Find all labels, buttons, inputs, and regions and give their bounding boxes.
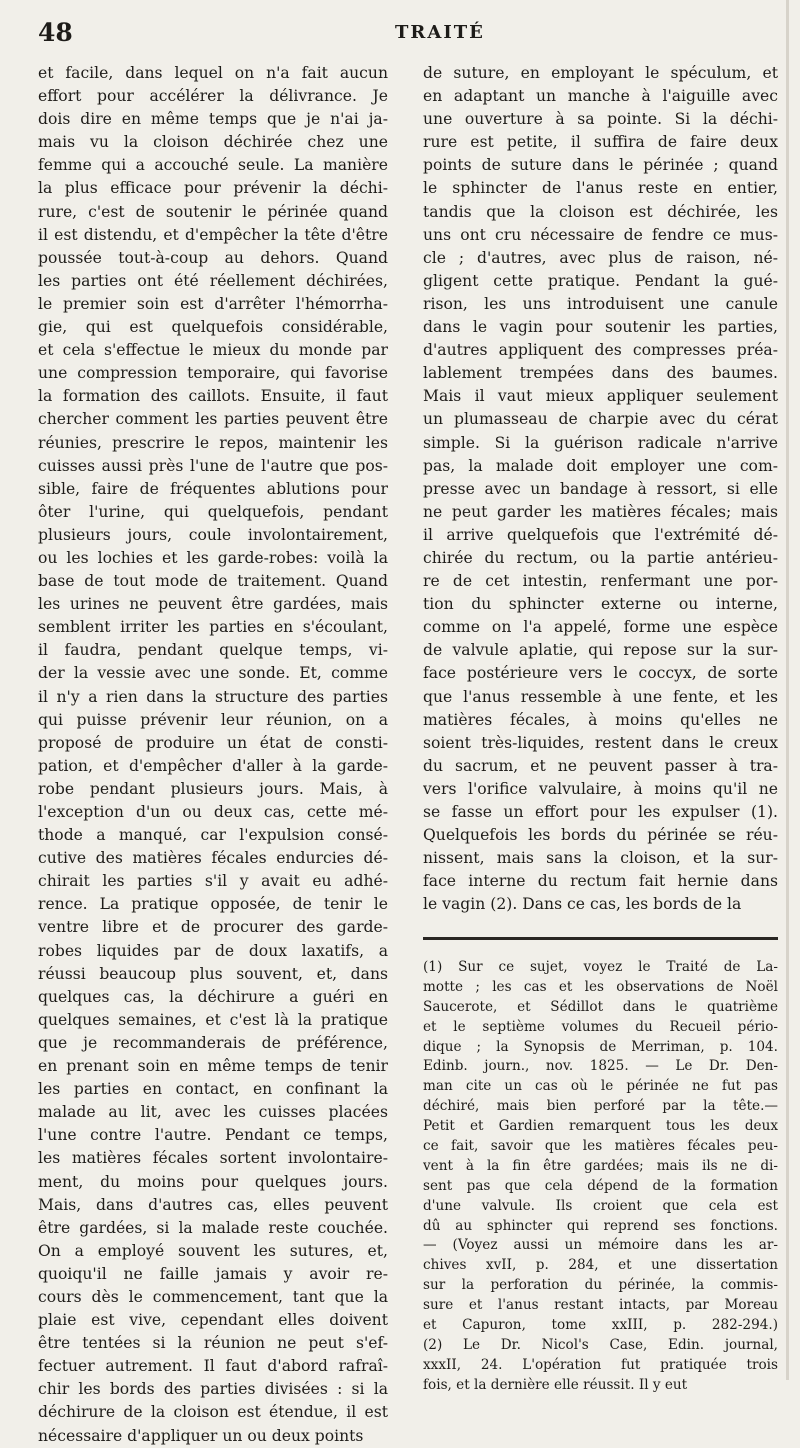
text-line: pation, et d'empêcher d'aller à la garde- [38, 756, 388, 775]
footnote-line: et le septième volumes du Recueil pério- [423, 1018, 778, 1035]
footnote-line: sure et l'anus restant intacts, par Moreau [423, 1297, 778, 1314]
text-line: cours dès le commencement, tant que la [38, 1287, 388, 1306]
text-line: nécessaire d'appliquer un ou deux points [38, 1426, 364, 1445]
text-line: en prenant soin en même temps de tenir [38, 1057, 388, 1076]
text-line: être tentées si la réunion ne peut s'ef- [38, 1334, 388, 1353]
text-line: face interne du rectum fait hernie dans [423, 872, 778, 891]
text-line: rure est petite, il suffira de faire deux [423, 133, 778, 152]
text-line: il arrive quelquefois que l'extrémité dé- [423, 525, 778, 544]
text-line: la formation des caillots. Ensuite, il faut [38, 387, 388, 406]
text-line: ne peut garder les matières fécales; mais [423, 502, 778, 521]
left-text-column [38, 62, 388, 1448]
text-line: simple. Si la guérison radicale n'arrive [423, 433, 778, 452]
text-line: et cela s'effectue le mieux du monde par [38, 341, 388, 360]
text-line: chirait les parties s'il y avait eu adhé- [38, 872, 388, 891]
text-line: en adaptant un manche à l'aiguille avec [423, 87, 778, 106]
text-line: vers l'orifice valvulaire, à moins qu'il ne [423, 779, 778, 798]
text-line: du sacrum, et ne peuvent passer à tra- [423, 756, 778, 775]
footnote-line: Saucerote, et Sédillot dans le quatrième [423, 998, 778, 1015]
text-line: rison, les uns introduisent une canule [423, 294, 778, 313]
text-line: être gardées, si la malade reste couchée. [38, 1218, 388, 1237]
footnote-line: vent à la fin être gardées; mais ils ne di- [423, 1157, 778, 1174]
text-line: ôter l'urine, qui quelquefois, pendant [38, 502, 388, 521]
text-line: thode a manqué, car l'expulsion consé- [38, 826, 388, 845]
text-line: il faudra, pendant quelque temps, vi- [38, 641, 388, 660]
footnote-line: dique ; la Synopsis de Merriman, p. 104. [423, 1038, 778, 1055]
text-line: que je recommanderais de préférence, [38, 1033, 388, 1052]
text-line: plaie est vive, cependant elles doivent [38, 1311, 388, 1330]
footnote-line: Edinb. journ., nov. 1825. — Le Dr. Den- [423, 1058, 778, 1075]
footnote-line: (1) Sur ce sujet, voyez le Traité de La- [423, 959, 778, 975]
text-line: une ouverture à sa pointe. Si la déchi- [423, 110, 778, 129]
footnote-line: sent pas que cela dépend de la formation [423, 1177, 778, 1194]
text-line: mais vu la cloison déchirée chez une [38, 133, 388, 152]
text-line: dans le vagin pour soutenir les parties, [423, 318, 778, 337]
text-line: déchirure de la cloison est étendue, il est [38, 1403, 388, 1422]
text-line: plusieurs jours, coule involontairement, [38, 525, 388, 544]
text-line: l'exception d'un ou deux cas, cette mé- [38, 803, 388, 821]
text-line: il n'y a rien dans la structure des parties [38, 687, 388, 706]
text-line: der la vessie avec une sonde. Et, comme [38, 664, 388, 683]
text-line: rure, c'est de soutenir le périnée quand [38, 202, 388, 221]
text-line: cle ; d'autres, avec plus de raison, né- [423, 248, 778, 267]
text-line: tion du sphincter externe ou interne, [423, 595, 778, 614]
page-edge [786, 0, 789, 1380]
text-line: poussée tout-à-coup au dehors. Quand [38, 248, 388, 267]
footnote-line: sur la perforation du périnée, la commis- [423, 1277, 778, 1294]
footnotes [423, 958, 778, 1396]
text-line: effort pour accélérer la délivrance. Je [38, 87, 388, 106]
page-number: 48 [38, 18, 73, 47]
text-line: quelques semaines, et c'est là la pratique [38, 1010, 388, 1029]
text-line: dois dire en même temps que je n'ai ja- [38, 110, 388, 129]
text-line: réunies, prescrire le repos, maintenir les [38, 433, 388, 452]
footnote-line: Petit et Gardien remarquent tous les deux [423, 1118, 778, 1135]
text-line: lablement trempées dans des baumes. [423, 364, 778, 383]
footnote-line: et Capuron, tome xxIII, p. 282-294.) [423, 1317, 778, 1334]
text-line: la plus efficace pour prévenir la déchi- [38, 179, 388, 198]
footnote-line: man cite un cas où le périnée ne fut pas [423, 1078, 778, 1095]
right-text-column [423, 62, 778, 916]
footnote-divider [423, 937, 778, 940]
text-line: se fasse un effort pour les expulser (1). [423, 803, 778, 821]
text-line: d'autres appliquent des compresses préa- [423, 341, 778, 360]
footnote-line: fois, et la dernière elle réussit. Il y eut [423, 1376, 688, 1393]
text-line: une compression temporaire, qui favorise [38, 364, 388, 383]
footnote-line: d'une valvule. Ils croient que cela est [423, 1197, 778, 1214]
text-line: robes liquides par de doux laxatifs, a [38, 941, 388, 960]
text-line: réussi beaucoup plus souvent, et, dans [38, 964, 388, 983]
footnote-line: ce fait, savoir que les matières fécales peu- [423, 1138, 778, 1155]
text-line: chirée du rectum, ou la partie antérieu- [423, 548, 778, 567]
text-line: que l'anus ressemble à une fente, et les [423, 687, 778, 706]
text-line: qui puisse prévenir leur réunion, on a [38, 710, 388, 729]
text-line: base de tout mode de traitement. Quand [38, 572, 388, 591]
text-line: soient très-liquides, restent dans le creux [423, 733, 778, 752]
text-line: Mais, dans d'autres cas, elles peuvent [38, 1195, 388, 1214]
text-line: les parties ont été réellement déchirées, [38, 271, 388, 290]
text-line: semblent irriter les parties en s'écoulant, [38, 618, 388, 637]
text-line: cuisses aussi près l'une de l'autre que pos- [38, 456, 388, 475]
text-line: ou les lochies et les garde-robes: voilà la [38, 548, 388, 567]
text-line: ment, du moins pour quelques jours. [38, 1172, 388, 1191]
text-line: matières fécales, à moins qu'elles ne [423, 710, 778, 729]
text-line: femme qui a accouché seule. La manière [38, 156, 388, 175]
footnote-line: motte ; les cas et les observations de Noël [423, 978, 778, 995]
text-line: quelques cas, la déchirure a guéri en [38, 987, 388, 1006]
footnote-line: xxxII, 24. L'opération fut pratiquée trois [423, 1356, 778, 1373]
text-line: de valvule aplatie, qui repose sur la sur- [423, 641, 778, 660]
text-line: le vagin (2). Dans ce cas, les bords de la [423, 895, 742, 914]
text-line: On a employé souvent les sutures, et, [38, 1241, 388, 1260]
text-line: le premier soin est d'arrêter l'hémorrha- [38, 294, 388, 313]
text-line: sible, faire de fréquentes ablutions pour [38, 479, 388, 498]
footnote-line: chives xvII, p. 284, et une dissertation [423, 1257, 778, 1274]
text-line: Quelquefois les bords du périnée se réu- [423, 826, 778, 845]
text-line: Mais il vaut mieux appliquer seulement [423, 387, 778, 406]
text-line: ventre libre et de procurer des garde- [38, 918, 388, 937]
footnote-line: (2) Le Dr. Nicol's Case, Edin. journal, [423, 1336, 778, 1353]
text-line: rence. La pratique opposée, de tenir le [38, 895, 388, 914]
text-line: presse avec un bandage à ressort, si elle [423, 479, 778, 498]
text-line: pas, la malade doit employer une com- [423, 456, 778, 475]
footnote-line: dû au sphincter qui reprend ses fonctions. [423, 1217, 778, 1234]
text-line: fectuer autrement. Il faut d'abord rafraî- [38, 1357, 388, 1376]
text-line: le sphincter de l'anus reste en entier, [423, 179, 778, 198]
text-line: quoiqu'il ne faille jamais y avoir re- [38, 1264, 388, 1283]
text-line: chir les bords des parties divisées : si la [38, 1380, 388, 1399]
text-line: uns ont cru nécessaire de fendre ce mus- [423, 225, 778, 244]
text-line: de suture, en employant le spéculum, et [423, 64, 778, 82]
text-line: malade au lit, avec les cuisses placées [38, 1103, 388, 1122]
text-line: proposé de produire un état de consti- [38, 733, 388, 752]
text-line: tandis que la cloison est déchirée, les [423, 202, 778, 221]
text-line: gligent cette pratique. Pendant la gué- [423, 271, 778, 290]
text-line: et facile, dans lequel on n'a fait aucun [38, 64, 388, 82]
text-line: gie, qui est quelquefois considérable, [38, 318, 388, 337]
text-line: nissent, mais sans la cloison, et la sur- [423, 849, 778, 868]
footnote-line: — (Voyez aussi un mémoire dans les ar- [423, 1237, 778, 1254]
text-line: l'une contre l'autre. Pendant ce temps, [38, 1126, 388, 1145]
running-title: TRAITÉ [395, 22, 485, 43]
text-line: il est distendu, et d'empêcher la tête d'être [38, 225, 388, 244]
text-line: points de suture dans le périnée ; quand [423, 156, 778, 175]
text-line: robe pendant plusieurs jours. Mais, à [38, 779, 388, 798]
text-line: les urines ne peuvent être gardées, mais [38, 595, 388, 614]
text-line: comme on l'a appelé, forme une espèce [423, 618, 778, 637]
text-line: re de cet intestin, renfermant une por- [423, 572, 778, 591]
text-line: face postérieure vers le coccyx, de sorte [423, 664, 778, 683]
text-line: chercher comment les parties peuvent être [38, 410, 388, 429]
text-line: les matières fécales sortent involontaire- [38, 1149, 388, 1168]
text-line: les parties en contact, en confinant la [38, 1080, 388, 1099]
footnote-line: déchiré, mais bien perforé par la tête.— [423, 1098, 778, 1115]
text-line: un plumasseau de charpie avec du cérat [423, 410, 778, 429]
text-line: cutive des matières fécales endurcies dé- [38, 849, 388, 868]
